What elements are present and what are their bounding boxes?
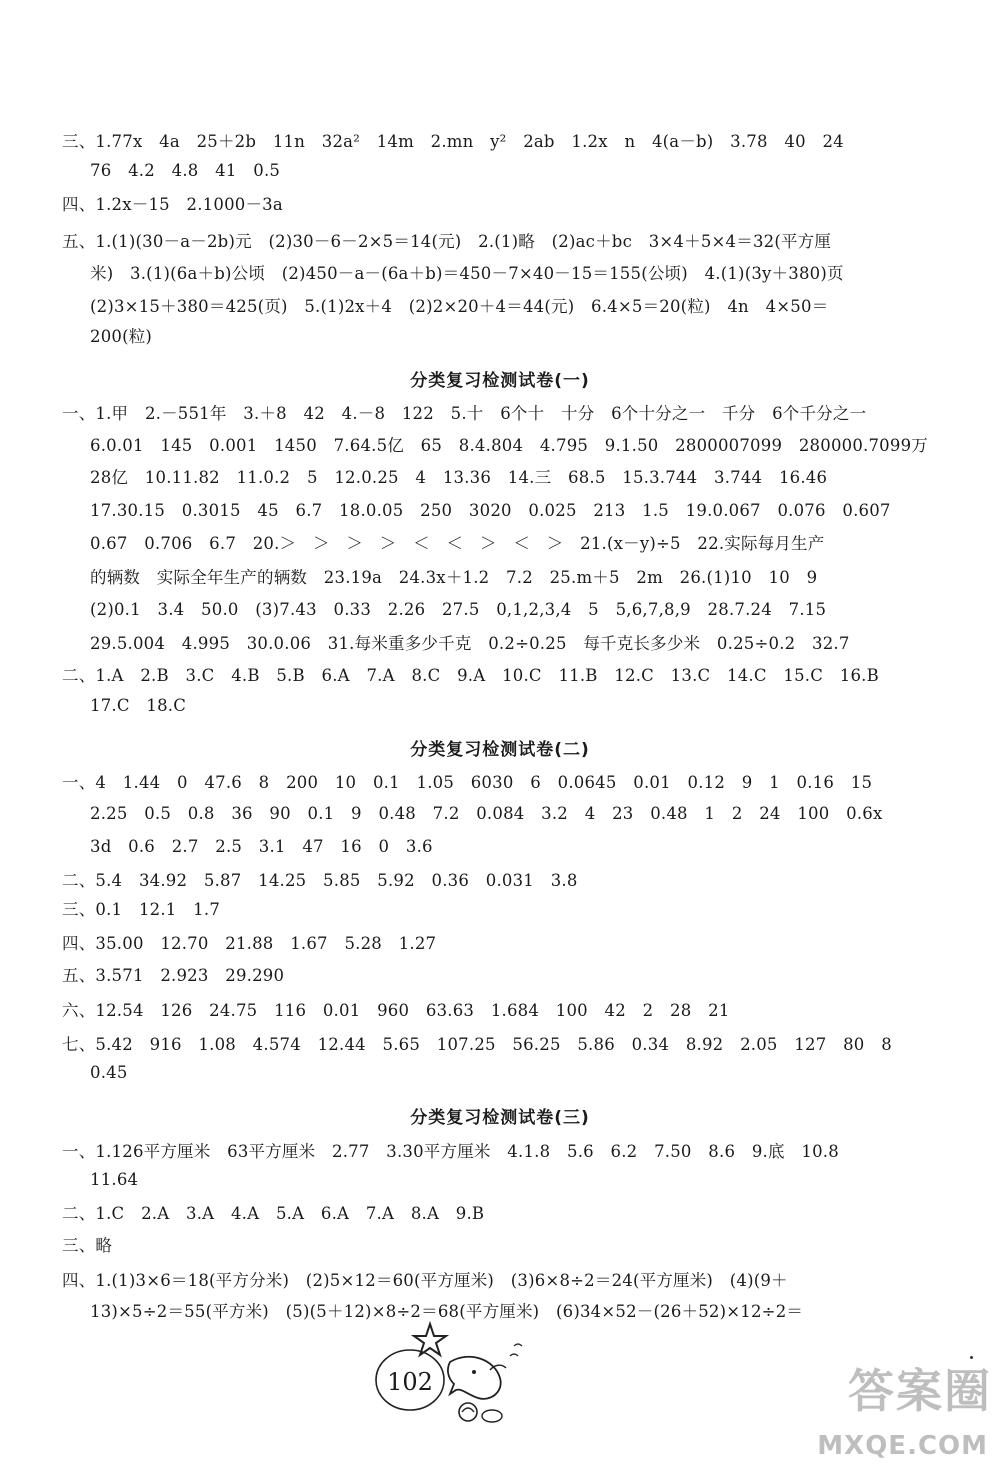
answer-line: 米) 3.(1)(6a＋b)公顷 (2)450－a－(6a＋b)＝450－7×40－15＝155(公顷) 4.(1)(3y＋380)页: [90, 264, 844, 283]
answer-line: 一、4 1.44 0 47.6 8 200 10 0.1 1.05 6030 6 0.0645 0.01 0.12 9 1 0.16 15: [62, 773, 873, 792]
answer-line: 76 4.2 4.8 41 0.5: [90, 161, 281, 180]
answer-line: 四、35.00 12.70 21.88 1.67 5.28 1.27: [62, 934, 437, 953]
section-title: 分类复习检测试卷(三): [410, 1108, 590, 1128]
answer-line: 的辆数 实际全年生产的辆数 23.19a 24.3x＋1.2 7.2 25.m＋5 2m 26.(1)10 10 9: [90, 568, 818, 587]
answer-line: 三、1.77x 4a 25＋2b 11n 32a² 14m 2.mn y² 2ab 1.2x n 4(a－b) 3.78 40 24: [62, 132, 844, 151]
page-number-badge: [370, 1320, 530, 1440]
answer-line: 五、3.571 2.923 29.290: [62, 966, 285, 985]
answer-line: 200(粒): [90, 327, 153, 346]
answer-line: 一、1.126平方厘米 63平方厘米 2.77 3.30平方厘米 4.1.8 5.6 6.2 7.50 8.6 9.底 10.8: [62, 1142, 839, 1161]
section-title: 分类复习检测试卷(一): [410, 371, 590, 391]
watermark-url: MXQE.COM: [817, 1431, 988, 1461]
answer-line: 四、1.2x－15 2.1000－3a: [62, 195, 283, 214]
answer-line: 0.67 0.706 6.7 20.＞ ＞ ＞ ＞ ＜ ＜ ＞ ＜ ＞ 21.(x－y)÷5 22.实际每月生产: [90, 534, 825, 553]
answer-line: 七、5.42 916 1.08 4.574 12.44 5.65 107.25 56.25 5.86 0.34 8.92 2.05 127 80 8: [62, 1035, 892, 1054]
answer-line: 28亿 10.11.82 11.0.2 5 12.0.25 4 13.36 14.三 68.5 15.3.744 3.744 16.46: [90, 468, 828, 487]
page-number: 102: [387, 1368, 433, 1396]
answer-line: 三、略: [62, 1236, 113, 1255]
answer-line: 二、1.A 2.B 3.C 4.B 5.B 6.A 7.A 8.C 9.A 10.C 11.B 12.C 13.C 14.C 15.C 16.B: [62, 666, 879, 685]
answer-line: 0.45: [90, 1063, 128, 1082]
answer-line: 五、1.(1)(30－a－2b)元 (2)30－6－2×5＝14(元) 2.(1)略 (2)ac＋bc 3×4＋5×4＝32(平方厘: [62, 232, 832, 251]
answer-line: 三、0.1 12.1 1.7: [62, 900, 221, 919]
answer-line: 13)×5÷2＝55(平方米) (5)(5＋12)×8÷2＝68(平方厘米) (6)34×52－(26＋52)×12÷2＝: [90, 1302, 804, 1321]
answer-line: 29.5.004 4.995 30.0.06 31.每米重多少千克 0.2÷0.25 每千克长多少米 0.25÷0.2 32.7: [90, 634, 850, 653]
answer-line: 二、1.C 2.A 3.A 4.A 5.A 6.A 7.A 8.A 9.B: [62, 1204, 485, 1223]
answer-line: (2)0.1 3.4 50.0 (3)7.43 0.33 2.26 27.5 0,1,2,3,4 5 5,6,7,8,9 28.7.24 7.15: [90, 600, 827, 619]
section-title: 分类复习检测试卷(二): [410, 740, 590, 760]
watermark: [772, 1355, 992, 1465]
answer-line: (2)3×15＋380＝425(页) 5.(1)2x＋4 (2)2×20＋4＝44(元) 6.4×5＝20(粒) 4n 4×50＝: [90, 297, 829, 316]
answer-line: 六、12.54 126 24.75 116 0.01 960 63.63 1.684 100 42 2 28 21: [62, 1001, 730, 1020]
answer-line: 17.C 18.C: [90, 696, 187, 715]
answer-line: 二、5.4 34.92 5.87 14.25 5.85 5.92 0.36 0.031 3.8: [62, 871, 578, 890]
answer-line: 6.0.01 145 0.001 1450 7.64.5亿 65 8.4.804 4.795 9.1.50 2800007099 280000.7099万: [90, 436, 928, 455]
answer-line: 3d 0.6 2.7 2.5 3.1 47 16 0 3.6: [90, 837, 433, 856]
answer-line: 17.30.15 0.3015 45 6.7 18.0.05 250 3020 0.025 213 1.5 19.0.067 0.076 0.607: [90, 501, 891, 520]
watermark-logo-text: 答案圈: [848, 1364, 992, 1418]
answer-line: 2.25 0.5 0.8 36 90 0.1 9 0.48 7.2 0.084 3.2 4 23 0.48 1 2 24 100 0.6x: [90, 804, 883, 823]
answer-line: 一、1.甲 2.－551年 3.＋8 42 4.－8 122 5.十 6个十 十分 6个十分之一 千分 6个千分之一: [62, 404, 867, 423]
answer-line: 11.64: [90, 1170, 139, 1189]
answer-line: 四、1.(1)3×6＝18(平方分米) (2)5×12＝60(平方厘米) (3)6×8÷2＝24(平方厘米) (4)(9＋: [62, 1271, 788, 1290]
